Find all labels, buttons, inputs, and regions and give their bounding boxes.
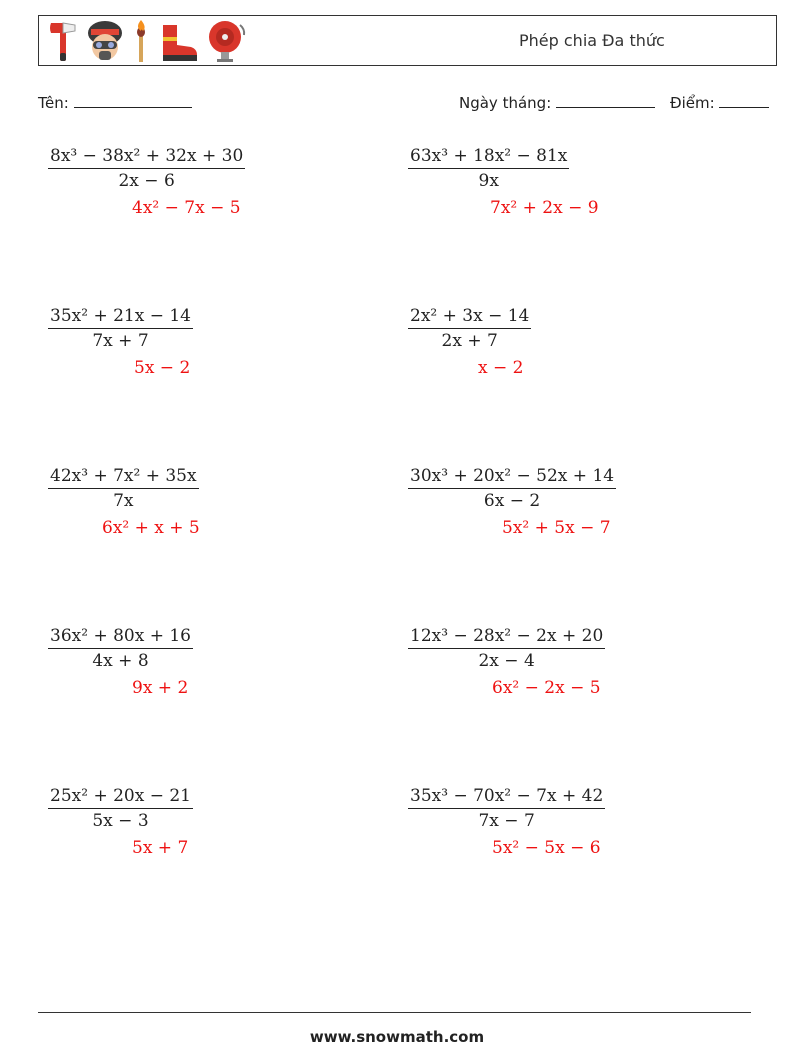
denominator: 2x + 7 — [441, 331, 498, 351]
denominator: 2x − 6 — [118, 171, 175, 191]
numerator: 2x² + 3x − 14 — [408, 306, 531, 329]
alarm-bell-icon — [205, 19, 247, 64]
header-icons — [47, 19, 247, 64]
numerator: 25x² + 20x − 21 — [48, 786, 193, 809]
problem-7 — [48, 626, 193, 698]
answer: 9x + 2 — [132, 678, 189, 698]
numerator: 12x³ − 28x² − 2x + 20 — [408, 626, 605, 649]
answer: 7x² + 2x − 9 — [490, 198, 599, 218]
fraction — [408, 786, 605, 831]
problem-9 — [48, 786, 193, 858]
problem-2 — [408, 146, 599, 218]
fraction — [408, 466, 616, 511]
numerator: 8x³ − 38x² + 32x + 30 — [48, 146, 245, 169]
date-field — [459, 93, 655, 112]
fraction — [48, 306, 193, 351]
problem-4 — [408, 306, 531, 378]
worksheet-header — [38, 15, 777, 66]
numerator: 42x³ + 7x² + 35x — [48, 466, 199, 489]
date-label: Ngày tháng: — [459, 94, 552, 112]
firefighter-icon — [85, 19, 125, 64]
problem-3 — [48, 306, 193, 378]
denominator: 6x − 2 — [483, 491, 541, 511]
numerator: 35x³ − 70x² − 7x + 42 — [408, 786, 605, 809]
problem-10 — [408, 786, 605, 858]
fraction — [48, 466, 199, 511]
answer: x − 2 — [478, 358, 524, 378]
denominator: 9x — [478, 171, 499, 191]
date-blank[interactable] — [556, 93, 655, 108]
answer: 5x² + 5x − 7 — [502, 518, 611, 538]
numerator: 63x³ + 18x² − 81x — [408, 146, 569, 169]
fraction — [408, 146, 569, 191]
answer: 5x + 7 — [132, 838, 189, 858]
name-blank[interactable] — [74, 93, 192, 108]
footer-divider — [38, 1012, 751, 1013]
denominator: 2x − 4 — [478, 651, 535, 671]
problem-6 — [408, 466, 616, 538]
denominator: 5x − 3 — [92, 811, 149, 831]
score-label: Điểm: — [670, 94, 715, 112]
denominator: 7x — [113, 491, 134, 511]
fraction — [408, 306, 531, 351]
denominator: 4x + 8 — [92, 651, 149, 671]
score-blank[interactable] — [719, 93, 769, 108]
boot-icon — [157, 19, 199, 64]
score-field — [670, 93, 769, 112]
fraction — [48, 146, 245, 191]
axe-icon — [47, 19, 79, 64]
answer: 4x² − 7x − 5 — [132, 198, 241, 218]
numerator: 35x² + 21x − 14 — [48, 306, 193, 329]
problem-8 — [408, 626, 605, 698]
answer: 6x² + x + 5 — [102, 518, 200, 538]
fraction — [48, 626, 193, 671]
footer-url: www.snowmath.com — [309, 1028, 485, 1046]
answer: 5x − 2 — [134, 358, 191, 378]
numerator: 36x² + 80x + 16 — [48, 626, 193, 649]
answer: 6x² − 2x − 5 — [492, 678, 601, 698]
problem-5 — [48, 466, 200, 538]
name-label: Tên: — [38, 94, 69, 112]
answer: 5x² − 5x − 6 — [492, 838, 601, 858]
fraction — [48, 786, 193, 831]
fraction — [408, 626, 605, 671]
numerator: 30x³ + 20x² − 52x + 14 — [408, 466, 616, 489]
denominator: 7x + 7 — [92, 331, 149, 351]
denominator: 7x − 7 — [478, 811, 535, 831]
match-icon — [131, 19, 151, 64]
page-title: Phép chia Đa thức — [519, 31, 665, 50]
name-field — [38, 93, 192, 112]
problem-1 — [48, 146, 245, 218]
